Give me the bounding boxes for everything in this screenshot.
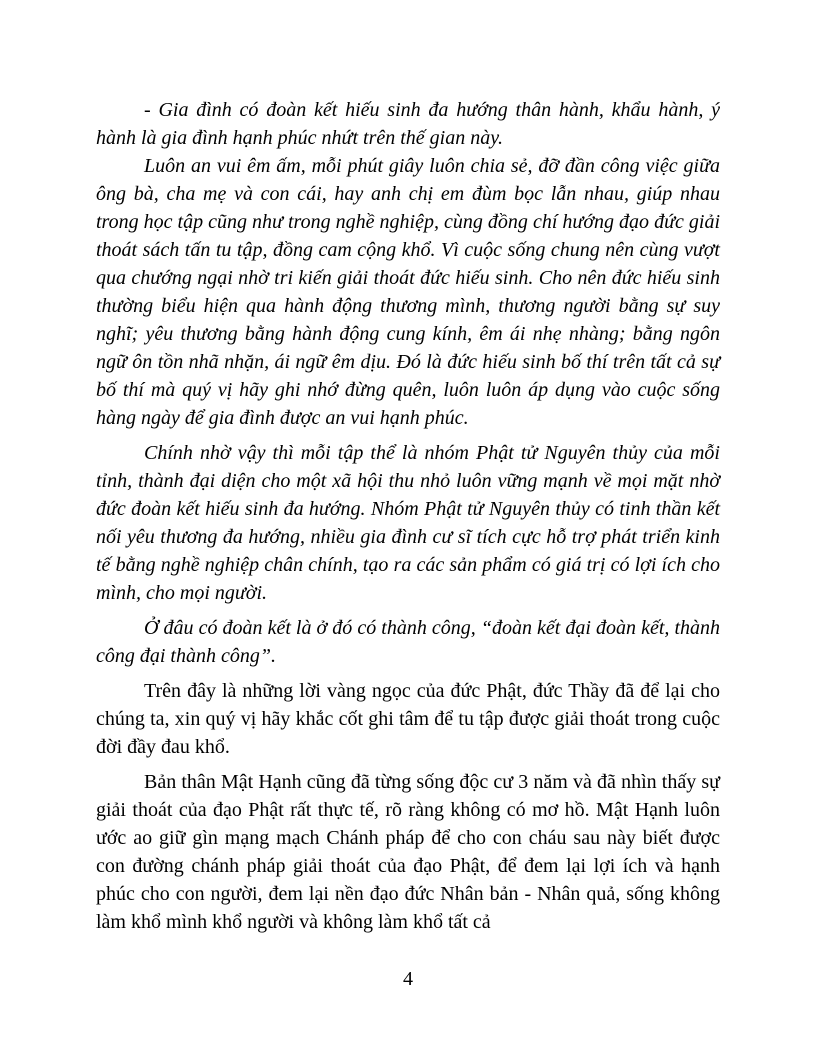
paragraph-family-unity: - Gia đình có đoàn kết hiếu sinh đa hướng thân hành, khẩu hành, ý hành là gia đình hạnh phúc nhứt trên thế gian này. bbox=[96, 99, 720, 149]
page-number: 4 bbox=[403, 968, 413, 990]
paragraph-precious-words: Trên đây là những lời vàng ngọc của đức Phật, đức Thầy đã để lại cho chúng ta, xin quý vị hãy khắc cốt ghi tâm để tu tập được giải thoát trong cuộc đời đầy đau khổ. bbox=[96, 680, 720, 758]
paragraph-buddhist-group: Chính nhờ vậy thì mỗi tập thể là nhóm Phật tử Nguyên thủy của mỗi tỉnh, thành đại diện cho một xã hội thu nhỏ luôn vững mạnh về mọi mặt nhờ đức đoàn kết hiếu sinh đa hướng. Nhóm Phật tử Nguyên thủy có tinh thần kết nối yêu thương đa hướng, nhiều gia đình cư sĩ tích cực hỗ trợ phát triển kinh tế bằng nghề nghiệp chân chính, tạo ra các sản phẩm có giá trị có lợi ích cho mình, cho mọi người. bbox=[96, 442, 720, 604]
paragraph-mat-hanh: Bản thân Mật Hạnh cũng đã từng sống độc cư 3 năm và đã nhìn thấy sự giải thoát của đạo Phật rất thực tế, rõ ràng không có mơ hồ. Mật Hạnh luôn ước ao giữ gìn mạng mạch Chánh pháp để cho con cháu sau này biết được con đường chánh pháp giải thoát của đạo Phật, để đem lại lợi ích và hạnh phúc cho con người, đem lại nền đạo đức Nhân bản - Nhân quả, sống không làm khổ mình khổ người và không làm khổ tất cả bbox=[96, 771, 720, 933]
paragraph-family-harmony: Luôn an vui êm ấm, mỗi phút giây luôn chia sẻ, đỡ đần công việc giữa ông bà, cha mẹ và con cái, hay anh chị em đùm bọc lẫn nhau, giúp nhau trong học tập cũng như trong nghề nghiệp, cùng đồng chí hướng đạo đức giải thoát sách tấn tu tập, đồng cam cộng khổ. Vì cuộc sống chung nên cùng vượt qua chướng ngại nhờ tri kiến giải thoát đức hiếu sinh. Cho nên đức hiếu sinh thường biểu hiện qua hành động thương mình, thương người bằng sự suy nghĩ; yêu thương bằng hành động cung kính, êm ái nhẹ nhàng; bằng ngôn ngữ ôn tồn nhã nhặn, ái ngữ êm dịu. Đó là đức hiếu sinh bố thí trên tất cả sự bố thí mà quý vị hãy ghi nhớ đừng quên, luôn luôn áp dụng vào cuộc sống hàng ngày để gia đình được an vui hạnh phúc. bbox=[96, 155, 720, 429]
document-page bbox=[96, 96, 720, 936]
paragraph-unity-success: Ở đâu có đoàn kết là ở đó có thành công, “đoàn kết đại đoàn kết, thành công đại thành công”. bbox=[96, 617, 720, 667]
